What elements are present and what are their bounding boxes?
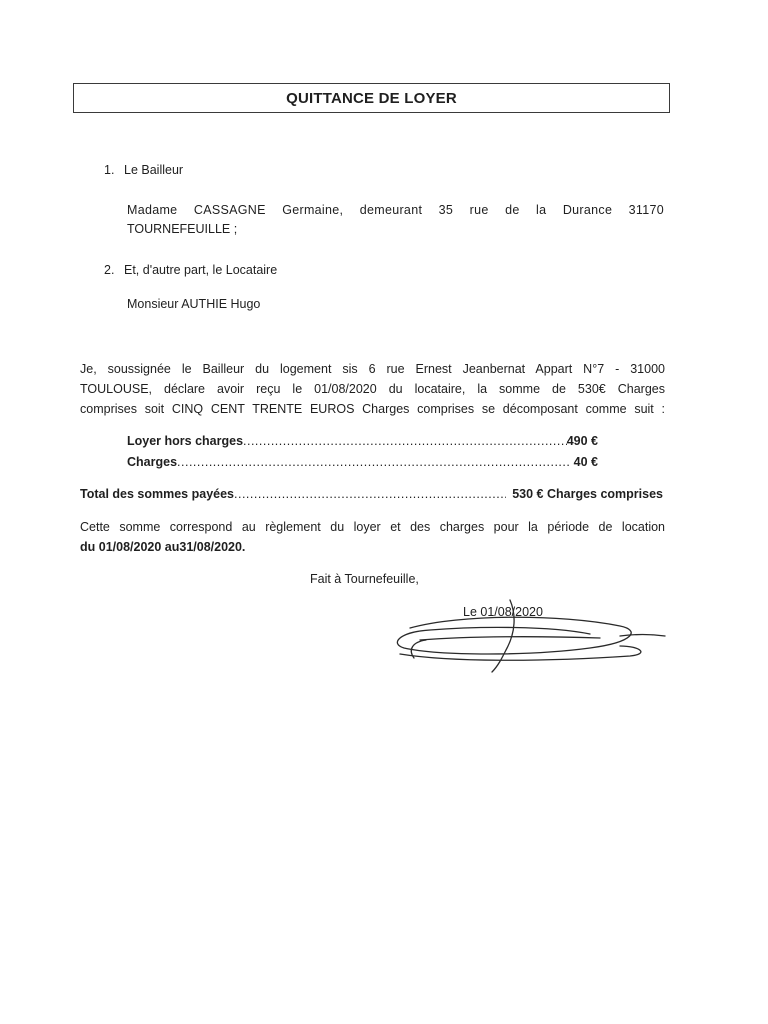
section-1-number: 1. (104, 163, 115, 177)
period-line-2: du 01/08/2020 au31/08/2020. (80, 540, 246, 554)
landlord-line-2: TOURNEFEUILLE ; (127, 222, 238, 236)
document-title: QUITTANCE DE LOYER (286, 89, 457, 107)
declaration-line-1: Je, soussignée le Bailleur du logement sis 6 rue Ernest Jeanbernat Appart N°7 - 31000 (80, 362, 665, 376)
rent-amount: 490 € (566, 434, 598, 448)
breakdown-row-charges (127, 452, 598, 472)
title-box (73, 83, 670, 113)
landlord-line-1: Madame CASSAGNE Germaine, demeurant 35 rue de la Durance 31170 (127, 203, 664, 217)
leader-dots (177, 452, 570, 472)
charges-label: Charges (127, 455, 178, 469)
section-2-heading (104, 260, 277, 280)
rent-label: Loyer hors charges (127, 434, 244, 448)
leader-dots (243, 431, 567, 451)
tenant-name: Monsieur AUTHIE Hugo (127, 297, 261, 311)
charges-amount: 40 € (573, 455, 598, 469)
signature-date: Le 01/08/2020 (463, 605, 543, 619)
declaration-line-3: comprises soit CINQ CENT TRENTE EUROS Charges comprises se décomposant comme suit : (80, 402, 665, 416)
handwritten-signature (390, 596, 670, 676)
leader-dots (234, 484, 506, 504)
total-amount: 530 € Charges comprises (512, 487, 663, 501)
section-2-heading-text: Et, d'autre part, le Locataire (124, 263, 278, 277)
total-row (80, 484, 663, 504)
section-1-heading-text: Le Bailleur (124, 163, 184, 177)
section-2-number: 2. (104, 263, 115, 277)
place-statement: Fait à Tournefeuille, (310, 572, 419, 586)
declaration-line-2: TOULOUSE, déclare avoir reçu le 01/08/2020 du locataire, la somme de 530€ Charges (80, 382, 665, 396)
total-label: Total des sommes payées (80, 487, 235, 501)
breakdown-row-rent (127, 431, 598, 451)
section-1-heading (104, 160, 183, 180)
period-line-1: Cette somme correspond au règlement du loyer et des charges pour la période de location (80, 520, 665, 534)
